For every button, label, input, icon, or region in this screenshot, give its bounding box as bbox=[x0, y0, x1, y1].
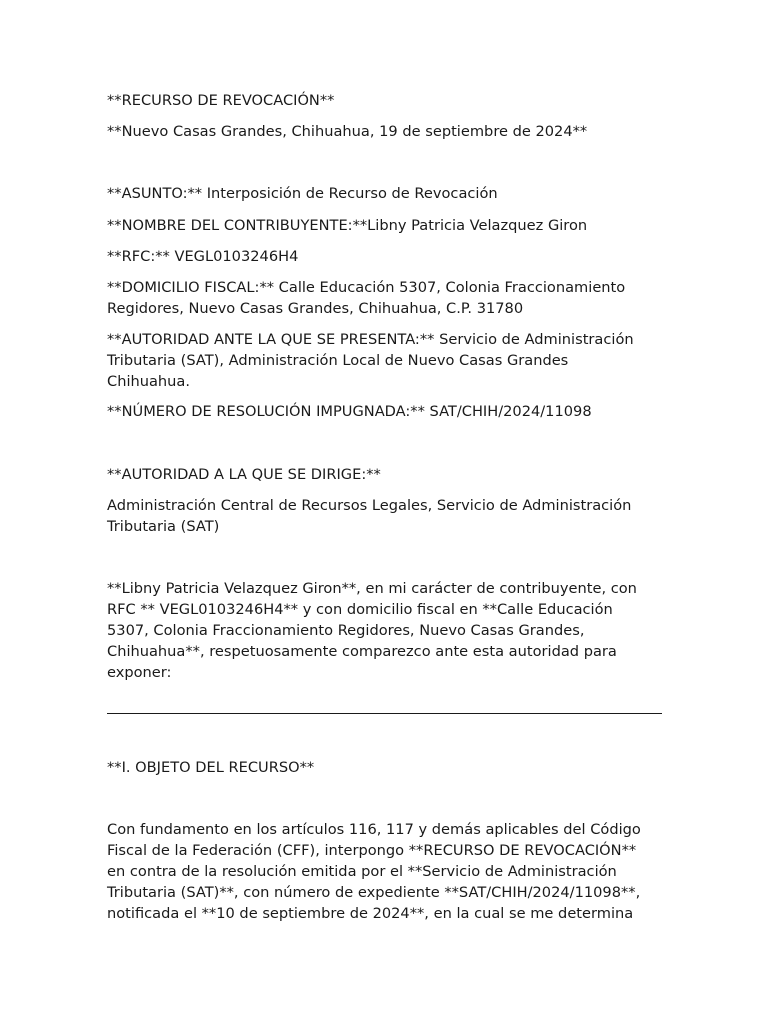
autoridad-dirige-heading: **AUTORIDAD A LA QUE SE DIRIGE:** bbox=[107, 466, 381, 483]
autoridad-presenta: **AUTORIDAD ANTE LA QUE SE PRESENTA:** Servicio de Administración Tributaria (SAT), Administración Local de Nuevo Casas Grandes Chihuahua. bbox=[107, 331, 634, 390]
document-title: **RECURSO DE REVOCACIÓN** bbox=[107, 92, 335, 109]
comparecencia-paragraph: **Libny Patricia Velazquez Giron**, en mi carácter de contribuyente, con RFC ** VEGL0103246H4** y con domicilio fiscal en **Calle Educación 5307, Colonia Fraccionamiento Regidores, Nuevo Casas Grandes, Chihuahua**, respetuosamente comparezco ante esta autoridad para exponer: bbox=[107, 580, 637, 681]
autoridad-dirige: Administración Central de Recursos Legales, Servicio de Administración Tributaria (SAT) bbox=[107, 497, 632, 535]
section-1-body: Con fundamento en los artículos 116, 117 y demás aplicables del Código Fiscal de la Federación (CFF), interpongo **RECURSO DE REVOCACIÓN** en contra de la resolución emitida por el **Servicio de Administración Tributaria (SAT)**, con número de expediente **SAT/CHIH/2024/11098**, notificada el **10 de septiembre de 2024**, en la cual se me determina bbox=[107, 821, 641, 922]
domicilio-fiscal: **DOMICILIO FISCAL:** Calle Educación 5307, Colonia Fraccionamiento Regidores, Nuevo Casas Grandes, Chihuahua, C.P. 31780 bbox=[107, 279, 626, 317]
horizontal-divider bbox=[107, 713, 662, 714]
resolucion-impugnada: **NÚMERO DE RESOLUCIÓN IMPUGNADA:** SAT/CHIH/2024/11098 bbox=[107, 403, 592, 420]
asunto-line: **ASUNTO:** Interposición de Recurso de Revocación bbox=[107, 185, 498, 202]
contribuyente-line: **NOMBRE DEL CONTRIBUYENTE:**Libny Patricia Velazquez Giron bbox=[107, 217, 588, 234]
place-date: **Nuevo Casas Grandes, Chihuahua, 19 de septiembre de 2024** bbox=[107, 123, 588, 140]
section-1-heading: **I. OBJETO DEL RECURSO** bbox=[107, 759, 315, 776]
rfc-line: **RFC:** VEGL0103246H4 bbox=[107, 248, 299, 265]
